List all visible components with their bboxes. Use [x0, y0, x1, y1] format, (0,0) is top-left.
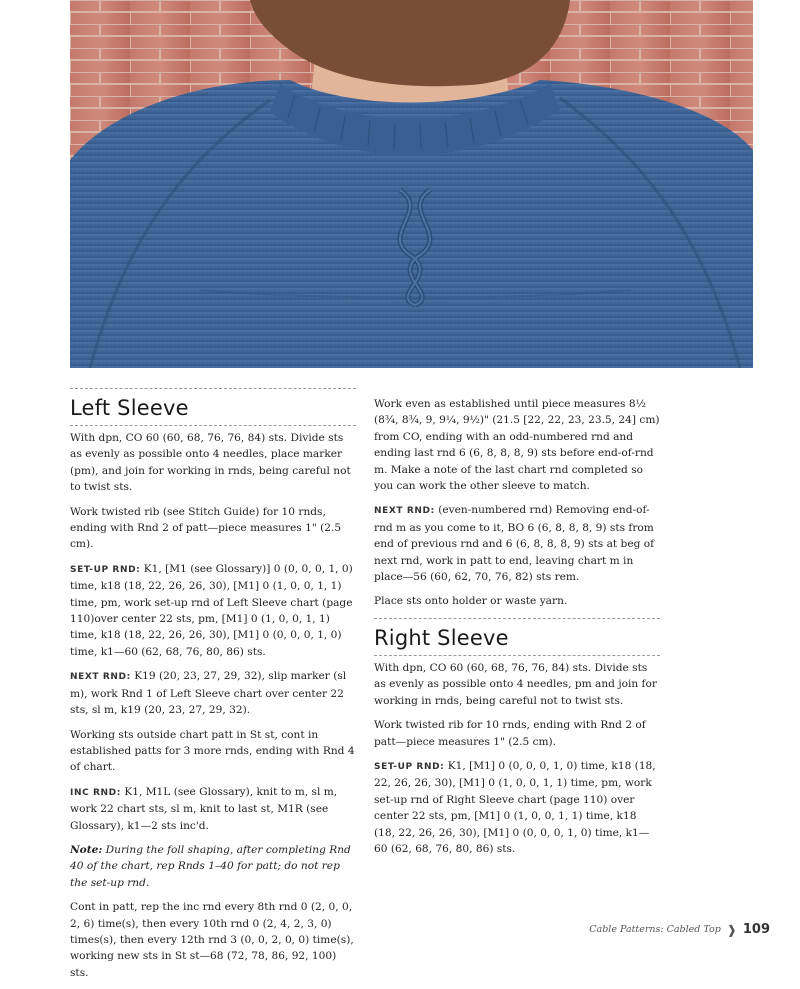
next-round-instruction	[70, 668, 356, 718]
note-label: Note:	[70, 843, 103, 856]
note-text: During the foll shaping, after completing Rnd 40 of the chart, rep Rnds 1–40 for patt; do not rep the set-up rnd.	[70, 843, 351, 889]
paragraph: Work twisted rib (see Stitch Guide) for 10 rnds, ending with Rnd 2 of patt—piece measures 1" (2.5 cm).	[70, 505, 342, 551]
section-divider	[70, 388, 356, 389]
setup-round-text: K1, [M1] 0 (0, 0, 0, 1, 0) time, k18 (18, 22, 26, 26, 30), [M1] 0 (1, 0, 0, 1, 1) time, pm, work set-up rnd of Right Sleeve chart (page 110) over center 22 sts, pm, [M1] 0 (1, 0, 0, 1, 1) time, k18 (18, 22, 26, 26, 30), [M1] 0 (0, 0, 0, 1, 0) time, k1—60 (62, 68, 76, 80, 86) sts.	[374, 759, 656, 855]
next-round-label: NEXT RND:	[374, 506, 435, 517]
setup-round-instruction	[70, 561, 356, 660]
setup-round-instruction	[374, 758, 660, 857]
paragraph: With dpn, CO 60 (60, 68, 76, 76, 84) sts. Divide sts as evenly as possible onto 4 needles, pm and join for working in rnds, being careful not to twist sts.	[374, 661, 657, 707]
section-divider	[70, 425, 356, 426]
running-footer-caption: Cable Patterns: Cabled Top	[589, 924, 721, 935]
section-divider	[374, 618, 660, 619]
paragraph: Cont in patt, rep the inc rnd every 8th rnd 0 (2, 0, 0, 2, 6) time(s), then every 10th rnd 0 (2, 4, 2, 3, 0) times(s), then every 12th rnd 3 (0, 0, 2, 0, 0) time(s), working new sts in St st—68 (72, 78, 86, 92, 100) sts.	[70, 901, 354, 979]
paragraph: With dpn, CO 60 (60, 68, 76, 76, 84) sts. Divide sts as evenly as possible onto 4 needles, place marker (pm), and join for working in rnds, being careful not to twist sts.	[70, 432, 351, 494]
paragraph: Work even as established until piece measures 8½ (8¾, 8¾, 9, 9¼, 9½)" (21.5 [22, 22, 23, 23.5, 24] cm) from CO, ending with an odd-numbered rnd and ending last rnd 6 (6, 8, 8, 8, 9) sts before end-of-rnd m. Make a note of the last chart rnd completed so you can work the other sleeve to match.	[374, 398, 660, 493]
page-number: 109	[742, 922, 770, 937]
page-footer	[589, 922, 770, 937]
sweater-illustration	[70, 0, 753, 368]
page-number-ornament-icon: ❱	[726, 922, 737, 937]
increase-round-text: K1, M1L (see Glossary), knit to m, sl m, work 22 chart sts, sl m, knit to last st, M1R (see Glossary), k1—2 sts inc'd.	[70, 785, 338, 832]
next-round-instruction	[374, 502, 660, 585]
setup-round-label: SET-UP RND:	[374, 761, 445, 772]
left-column	[70, 388, 356, 989]
paragraph: Working sts outside chart patt in St st, cont in established patts for 3 more rnds, ending with Rnd 4 of chart.	[70, 728, 355, 774]
note	[70, 842, 356, 891]
left-sleeve-heading: Left Sleeve	[70, 396, 189, 420]
sweater-photo	[70, 0, 753, 368]
setup-round-label: SET-UP RND:	[70, 564, 141, 575]
next-round-label: NEXT RND:	[70, 672, 131, 683]
next-round-text: K19 (20, 23, 27, 29, 32), slip marker (sl m), work Rnd 1 of Left Sleeve chart over center 22 sts, sl m, k19 (20, 23, 27, 29, 32).	[70, 670, 347, 717]
increase-round-label: INC RND:	[70, 787, 121, 798]
section-divider	[374, 655, 660, 656]
right-sleeve-heading: Right Sleeve	[374, 625, 509, 650]
paragraph: Place sts onto holder or waste yarn.	[374, 595, 568, 608]
setup-round-text: K1, [M1 (see Glossary)] 0 (0, 0, 0, 1, 0) time, k18 (18, 22, 26, 26, 30), [M1] 0 (1, 0, 0, 1, 1) time, pm, work set-up rnd of Left Sleeve chart (page 110)over center 22 sts, pm, [M1] 0 (1, 0, 0, 1, 1) time, k18 (18, 22, 26, 26, 30), [M1] 0 (0, 0, 0, 1, 0) time, k1—60 (62, 68, 76, 80, 86) sts.	[70, 562, 353, 658]
next-round-text: (even-numbered rnd) Removing end-of-rnd m as you come to it, BO 6 (6, 8, 8, 8, 9) sts from end of previous rnd and 6 (6, 8, 8, 8, 9) sts at beg of next rnd, work in patt to end, leaving chart m in place—56 (60, 62, 70, 76, 82) sts rem.	[374, 504, 655, 584]
paragraph: Work twisted rib for 10 rnds, ending with Rnd 2 of patt—piece measures 1" (2.5 cm).	[374, 719, 646, 748]
right-column	[374, 396, 660, 865]
increase-round-instruction	[70, 784, 356, 834]
